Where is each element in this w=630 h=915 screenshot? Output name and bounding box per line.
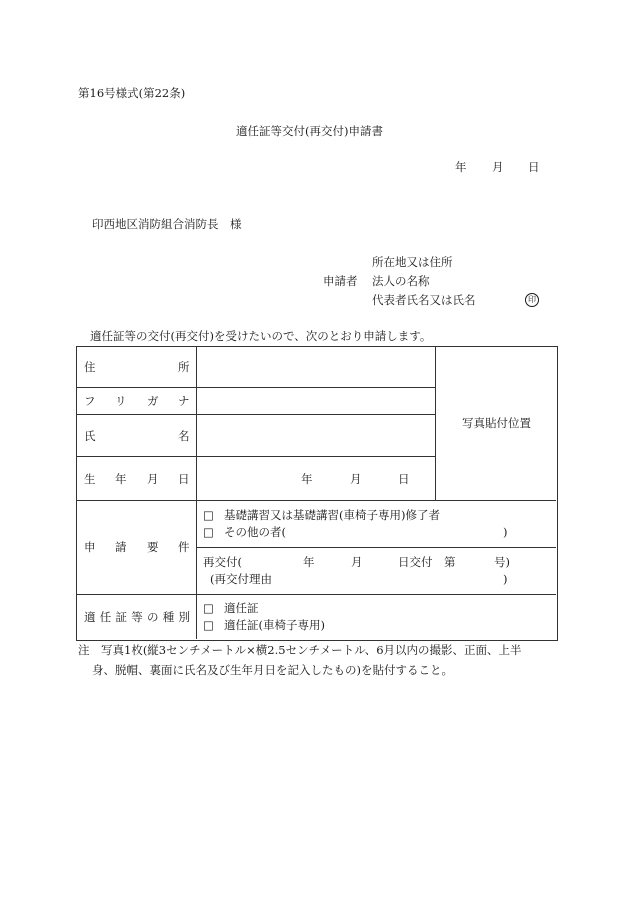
- type-label-char: 証: [115, 610, 127, 624]
- row-divider-address: [77, 387, 435, 388]
- requirement-label-3: 要: [147, 540, 159, 554]
- address-label-2: 所: [178, 360, 190, 374]
- birth-year-label: 年: [301, 472, 313, 486]
- document-title: 適任証等交付(再交付)申請書: [236, 124, 383, 138]
- requirement-label-2: 請: [115, 540, 127, 554]
- requirement-opt1-label: 基礎講習又は基礎講習(車椅子専用)修了者: [224, 508, 440, 522]
- form-number: 第16号様式(第22条): [78, 86, 186, 100]
- type-opt2-checkbox[interactable]: □: [203, 618, 214, 632]
- reissue-number-suffix: 号): [494, 555, 510, 569]
- type-label-char: 種: [162, 610, 175, 624]
- reissue-year-label: 年: [303, 555, 315, 569]
- date-year-label: 年: [455, 160, 467, 174]
- label-column-divider: [196, 347, 197, 639]
- note-prefix: 注: [78, 643, 90, 657]
- requirement-label-4: 件: [178, 540, 190, 554]
- row-divider-birth: [77, 500, 556, 501]
- type-opt1-label: 適任証: [224, 601, 259, 615]
- furigana-label-3: ガ: [147, 394, 159, 408]
- addressee: 印西地区消防組合消防長 様: [92, 217, 242, 231]
- name-label-1: 氏: [84, 429, 96, 443]
- type-label-char: 適: [84, 610, 96, 624]
- reissue-month-label: 月: [351, 555, 363, 569]
- applicant-rep-name-line: 代表者氏名又は氏名: [372, 293, 476, 307]
- furigana-label-4: ナ: [178, 394, 190, 408]
- requirement-label-1: 申: [84, 540, 96, 554]
- photo-column-divider: [435, 347, 436, 500]
- furigana-label-2: リ: [115, 394, 127, 408]
- reissue-day-label: 日交付: [398, 555, 433, 569]
- date-month-label: 月: [492, 160, 504, 174]
- birth-label-2: 年: [115, 472, 127, 486]
- reissue-number-prefix: 第: [444, 555, 456, 569]
- row-divider-requirement: [77, 594, 556, 595]
- birth-label-1: 生: [84, 472, 96, 486]
- requirement-opt2-checkbox[interactable]: □: [203, 525, 214, 539]
- row-divider-furigana: [77, 414, 435, 415]
- requirement-opt1-checkbox[interactable]: □: [203, 508, 214, 522]
- type-label-char: 別: [178, 610, 190, 624]
- birth-day-label: 日: [398, 472, 410, 486]
- row-divider-reissue: [197, 547, 556, 548]
- address-label-1: 住: [84, 360, 96, 374]
- note-line-1: 写真1枚(縦3センチメートル×横2.5センチメートル、6月以内の撮影、正面、上半: [101, 643, 522, 657]
- applicant-address-line: 所在地又は住所: [372, 255, 453, 269]
- seal-mark: 印: [525, 293, 539, 307]
- requirement-opt2-close: ): [503, 525, 508, 539]
- row-divider-name: [77, 456, 435, 457]
- note-line-2: 身、脱帽、裏面に氏名及び生年月日を記入したもの)を貼付すること。: [92, 663, 453, 677]
- applicant-corp-name-line: 法人の名称: [372, 274, 430, 288]
- requirement-opt2-label: その他の者(: [224, 525, 286, 539]
- date-day-label: 日: [528, 160, 540, 174]
- reissue-reason-label: (再交付理由: [210, 572, 272, 586]
- furigana-label-1: フ: [84, 394, 96, 408]
- photo-placement-label: 写真貼付位置: [462, 416, 531, 430]
- applicant-label: 申請者: [323, 274, 358, 288]
- birth-month-label: 月: [350, 472, 362, 486]
- birth-label-3: 月: [147, 472, 159, 486]
- type-label-char: 等: [131, 610, 143, 624]
- reissue-prefix: 再交付(: [203, 555, 242, 569]
- birth-label-4: 日: [178, 472, 190, 486]
- type-label-char: 任: [99, 610, 112, 624]
- name-label-2: 名: [178, 429, 190, 443]
- certificate-type-label: [84, 610, 190, 624]
- application-table: [76, 346, 558, 641]
- type-opt2-label: 適任証(車椅子専用): [224, 618, 325, 632]
- type-label-char: の: [147, 610, 159, 624]
- intro-text: 適任証等の交付(再交付)を受けたいので、次のとおり申請します。: [90, 329, 432, 343]
- reissue-reason-close: ): [503, 572, 508, 586]
- type-opt1-checkbox[interactable]: □: [203, 601, 214, 615]
